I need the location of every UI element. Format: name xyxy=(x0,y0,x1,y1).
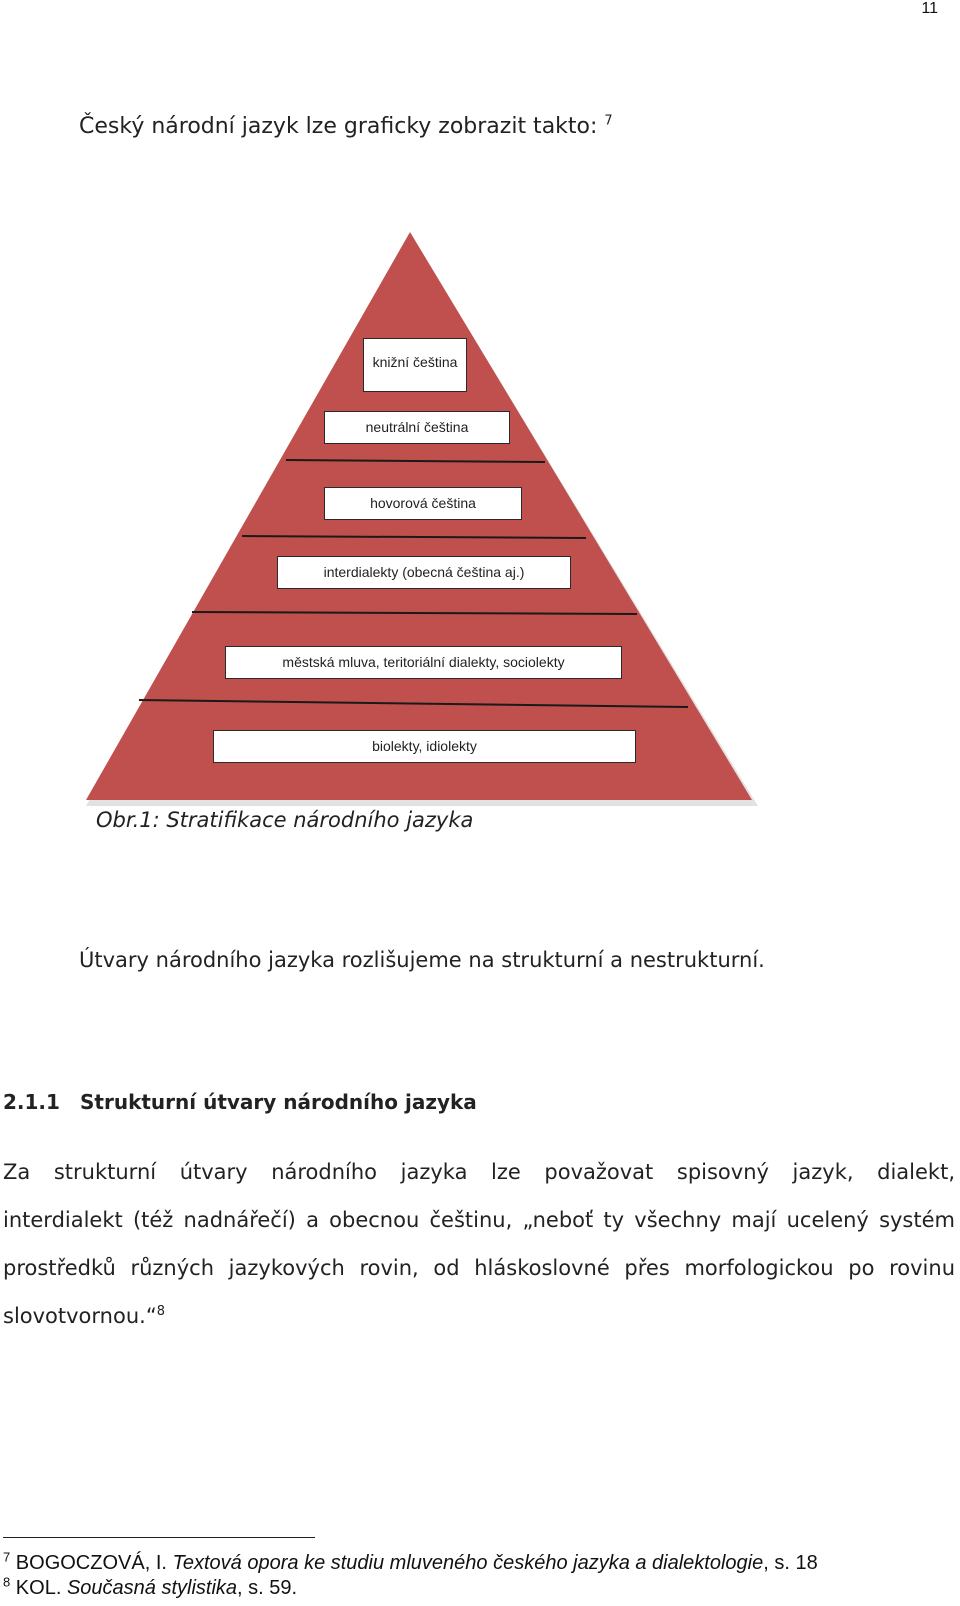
pyramid-level-hovorova xyxy=(324,487,522,520)
paragraph: Útvary národního jazyka rozlišujeme na strukturní a nestrukturní. xyxy=(79,948,765,972)
pyramid-level-label: městská mluva, teritoriální dialekty, sociolekty xyxy=(282,654,565,670)
pyramid-level-label: interdialekty (obecná čeština aj.) xyxy=(323,564,525,580)
pyramid-level-mestska-mluva xyxy=(225,646,622,679)
footnote-number: 8 xyxy=(3,1574,11,1590)
body-line: slovotvornou.“ xyxy=(3,1304,157,1328)
footnote-pages: , s. 59. xyxy=(237,1577,298,1599)
page-number: 11 xyxy=(921,0,938,17)
pyramid-level-biolekty xyxy=(213,730,636,763)
footnote-author: BOGOCZOVÁ, I. xyxy=(15,1552,167,1574)
body-last-line xyxy=(3,1304,955,1328)
pyramid-level-knizni xyxy=(363,338,467,392)
footnote-title: Současná stylistika xyxy=(66,1577,238,1599)
pyramid-level-label: knižní čeština xyxy=(372,354,458,370)
footnote-ref-7: 7 xyxy=(604,113,613,129)
section-title: Strukturní útvary národního jazyka xyxy=(80,1090,477,1114)
pyramid-level-label: hovorová čeština xyxy=(370,495,476,511)
pyramid-level-interdialekty xyxy=(277,556,571,589)
pyramid-level-label: neutrální čeština xyxy=(365,419,469,435)
footnote-7 xyxy=(3,1549,818,1575)
footnote-separator xyxy=(3,1537,315,1538)
section-number: 2.1.1 xyxy=(3,1090,60,1114)
footnote-number: 7 xyxy=(3,1549,11,1565)
footnote-8 xyxy=(3,1574,298,1600)
footnote-pages: , s. 18 xyxy=(763,1552,818,1574)
footnote-author: KOL. xyxy=(15,1577,62,1599)
body-line: Za strukturní útvary národního jazyka lze považovat spisovný jazyk, dialekt, xyxy=(3,1160,955,1184)
pyramid-level-neutralni xyxy=(324,411,510,444)
figure-caption: Obr.1: Stratifikace národního jazyka xyxy=(96,808,474,832)
pyramid-level-label: biolekty, idiolekty xyxy=(372,738,477,754)
footnote-title: Textová opora ke studiu mluveného českého jazyka a dialektologie xyxy=(172,1552,764,1574)
footnote-ref-8: 8 xyxy=(156,1304,165,1319)
body-line: interdialekt (též nadnářečí) a obecnou češtinu, „neboť ty všechny mají ucelený systém xyxy=(3,1208,955,1232)
intro-sentence: Český národní jazyk lze graficky zobrazit takto: xyxy=(79,114,598,139)
body-line: prostředků různých jazykových rovin, od hláskoslovné přes morfologickou po rovinu xyxy=(3,1256,955,1280)
